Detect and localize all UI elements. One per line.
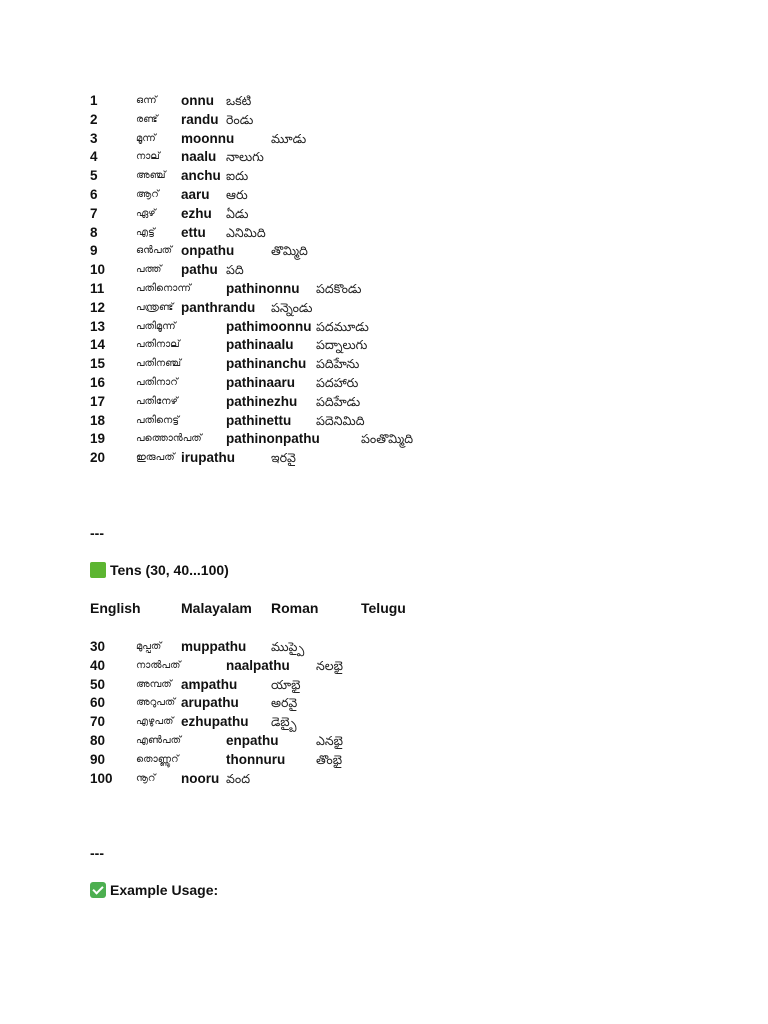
telugu-cell: పదెనిమిది: [316, 413, 365, 428]
number-cell: 8: [90, 224, 98, 240]
number-cell: 15: [90, 356, 106, 372]
roman-cell: irupathu: [181, 450, 235, 466]
number-cell: 18: [90, 412, 106, 428]
telugu-cell: రెండు: [226, 112, 254, 127]
malayalam-cell: പതിനൊന്ന്: [136, 282, 191, 294]
list-item: [90, 261, 510, 280]
number-cell: 14: [90, 337, 106, 353]
malayalam-cell: നൂറ്: [136, 772, 156, 784]
number-cell: 17: [90, 393, 106, 409]
roman-cell: aaru: [181, 186, 210, 202]
list-item: [90, 280, 510, 299]
malayalam-cell: പത്ത്: [136, 264, 162, 276]
malayalam-cell: ഏഴ്: [136, 207, 156, 219]
list-item: [90, 430, 510, 449]
malayalam-cell: നാല്: [136, 151, 160, 163]
roman-cell: anchu: [181, 168, 221, 184]
list-item: [90, 299, 510, 318]
malayalam-cell: എട്ട്: [136, 226, 155, 238]
telugu-cell: పదకొండు: [316, 281, 362, 296]
list-item: [90, 374, 510, 393]
numbers-list: [90, 92, 510, 468]
roman-cell: pathinonnu: [226, 280, 300, 296]
number-cell: 2: [90, 111, 98, 127]
telugu-cell: ముప్పై: [271, 640, 305, 654]
list-item: [90, 318, 510, 337]
list-item: [90, 412, 510, 431]
list-item: [90, 676, 510, 695]
telugu-cell: యాభై: [271, 677, 301, 692]
malayalam-cell: പതിനെട്ട്: [136, 414, 180, 426]
column-header-telugu: Telugu: [361, 600, 406, 616]
number-cell: 9: [90, 243, 98, 259]
number-cell: 12: [90, 299, 106, 315]
column-header-malayalam: Malayalam: [181, 600, 252, 616]
list-item: [90, 336, 510, 355]
malayalam-cell: പതിനഞ്ച്: [136, 358, 182, 370]
malayalam-cell: എൺപത്: [136, 734, 182, 746]
malayalam-cell: പതിമൂന്ന്: [136, 320, 176, 332]
telugu-cell: పదహారు: [316, 375, 359, 390]
telugu-cell: పన్నెండు: [271, 300, 313, 315]
list-item: [90, 186, 510, 205]
telugu-cell: డెబ్బై: [271, 715, 297, 730]
list-item: [90, 224, 510, 243]
malayalam-cell: രണ്ട്: [136, 113, 158, 125]
malayalam-cell: ഒൻപത്: [136, 245, 173, 257]
list-item: [90, 130, 510, 149]
malayalam-cell: അമ്പത്: [136, 678, 172, 690]
number-cell: 50: [90, 676, 106, 692]
number-cell: 20: [90, 450, 106, 466]
roman-cell: ezhu: [181, 205, 212, 221]
list-item: [90, 694, 510, 713]
malayalam-cell: മൂന്ന്: [136, 132, 156, 144]
example-heading: [90, 882, 218, 898]
separator: ---: [90, 525, 104, 541]
roman-cell: pathinezhu: [226, 393, 298, 409]
number-cell: 3: [90, 130, 98, 146]
telugu-cell: నలభై: [316, 658, 344, 673]
telugu-cell: ఐదు: [226, 169, 249, 184]
roman-cell: arupathu: [181, 695, 239, 711]
telugu-cell: పదిహేను: [316, 357, 360, 372]
list-item: [90, 751, 510, 770]
malayalam-cell: അറുപത്: [136, 697, 176, 709]
roman-cell: pathinanchu: [226, 356, 307, 372]
malayalam-cell: തൊണ്ണൂറ്: [136, 753, 179, 765]
roman-cell: pathinettu: [226, 412, 292, 428]
separator: ---: [90, 845, 104, 861]
roman-cell: muppathu: [181, 639, 247, 654]
roman-cell: panthrandu: [181, 299, 256, 315]
number-cell: 60: [90, 695, 106, 711]
number-cell: 11: [90, 280, 105, 296]
telugu-cell: ఆరు: [226, 187, 248, 202]
tens-list: [90, 638, 510, 788]
malayalam-cell: പത്തൊൻപത്: [136, 433, 202, 445]
telugu-cell: నాలుగు: [226, 150, 264, 165]
number-cell: 13: [90, 318, 106, 334]
roman-cell: onpathu: [181, 243, 235, 259]
number-cell: 1: [90, 93, 98, 108]
tens-heading: [90, 562, 229, 578]
roman-cell: naalpathu: [226, 657, 290, 673]
number-cell: 70: [90, 714, 106, 730]
number-cell: 40: [90, 657, 106, 673]
roman-cell: thonnuru: [226, 751, 286, 767]
check-mark-icon: [90, 882, 106, 898]
number-cell: 19: [90, 431, 106, 447]
roman-cell: pathinaaru: [226, 374, 296, 390]
number-cell: 30: [90, 639, 106, 654]
malayalam-cell: പതിനാല്: [136, 339, 180, 351]
number-cell: 6: [90, 186, 98, 202]
number-cell: 80: [90, 732, 106, 748]
number-cell: 90: [90, 751, 106, 767]
telugu-cell: ఎనిమిది: [226, 225, 266, 240]
telugu-cell: పది: [226, 263, 244, 278]
malayalam-cell: ഇരുപത്: [136, 452, 175, 464]
number-cell: 4: [90, 149, 98, 165]
tens-heading-text: Tens (30, 40...100): [110, 562, 229, 578]
roman-cell: pathinonpathu: [226, 431, 320, 447]
list-item: [90, 355, 510, 374]
number-cell: 5: [90, 168, 98, 184]
list-item: [90, 92, 510, 111]
number-cell: 16: [90, 374, 106, 390]
column-headers: [90, 600, 490, 618]
roman-cell: ettu: [181, 224, 206, 240]
malayalam-cell: അഞ്ച്: [136, 170, 166, 182]
roman-cell: pathinaalu: [226, 337, 294, 353]
list-item: [90, 657, 510, 676]
list-item: [90, 148, 510, 167]
column-header-english: English: [90, 600, 141, 616]
list-item: [90, 167, 510, 186]
list-item: [90, 205, 510, 224]
malayalam-cell: മുപ്പത്: [136, 641, 162, 652]
roman-cell: enpathu: [226, 732, 279, 748]
roman-cell: nooru: [181, 770, 220, 786]
list-item: [90, 770, 510, 789]
roman-cell: pathu: [181, 262, 218, 278]
telugu-cell: ఇరవై: [271, 451, 296, 466]
telugu-cell: ఏడు: [226, 206, 249, 221]
telugu-cell: తొమ్మిది: [271, 244, 308, 259]
roman-cell: moonnu: [181, 130, 235, 146]
roman-cell: naalu: [181, 149, 217, 165]
list-item: [90, 713, 510, 732]
telugu-cell: పదిహేడు: [316, 394, 361, 409]
telugu-cell: మూడు: [271, 131, 307, 146]
roman-cell: onnu: [181, 93, 214, 108]
roman-cell: randu: [181, 111, 219, 127]
telugu-cell: అరవై: [271, 696, 298, 711]
telugu-cell: వంద: [226, 771, 251, 786]
telugu-cell: ఎనభై: [316, 733, 344, 748]
telugu-cell: ఒకటి: [226, 94, 252, 108]
roman-cell: pathimoonnu: [226, 318, 312, 334]
green-square-icon: [90, 562, 106, 578]
telugu-cell: పద్నాలుగు: [316, 338, 368, 353]
column-header-roman: Roman: [271, 600, 319, 616]
list-item: [90, 449, 510, 468]
malayalam-cell: ആറ്: [136, 188, 159, 200]
roman-cell: ampathu: [181, 676, 238, 692]
malayalam-cell: ഒന്ന്: [136, 95, 157, 106]
malayalam-cell: പതിനാറ്: [136, 376, 178, 388]
list-item: [90, 732, 510, 751]
list-item: [90, 242, 510, 261]
telugu-cell: పదమూడు: [316, 319, 369, 334]
list-item: [90, 638, 510, 657]
malayalam-cell: പതിനേഴ്: [136, 395, 178, 407]
list-item: [90, 393, 510, 412]
number-cell: 7: [90, 205, 98, 221]
malayalam-cell: നാൽപത്: [136, 659, 181, 671]
malayalam-cell: എഴുപത്: [136, 716, 174, 728]
number-cell: 10: [90, 262, 106, 278]
telugu-cell: పంతొమ్మిది: [361, 432, 414, 447]
list-item: [90, 111, 510, 130]
roman-cell: ezhupathu: [181, 714, 249, 730]
number-cell: 100: [90, 770, 113, 786]
telugu-cell: తొంభై: [316, 752, 343, 767]
example-heading-text: Example Usage:: [110, 882, 219, 898]
malayalam-cell: പന്ത്രണ്ട്: [136, 301, 174, 313]
